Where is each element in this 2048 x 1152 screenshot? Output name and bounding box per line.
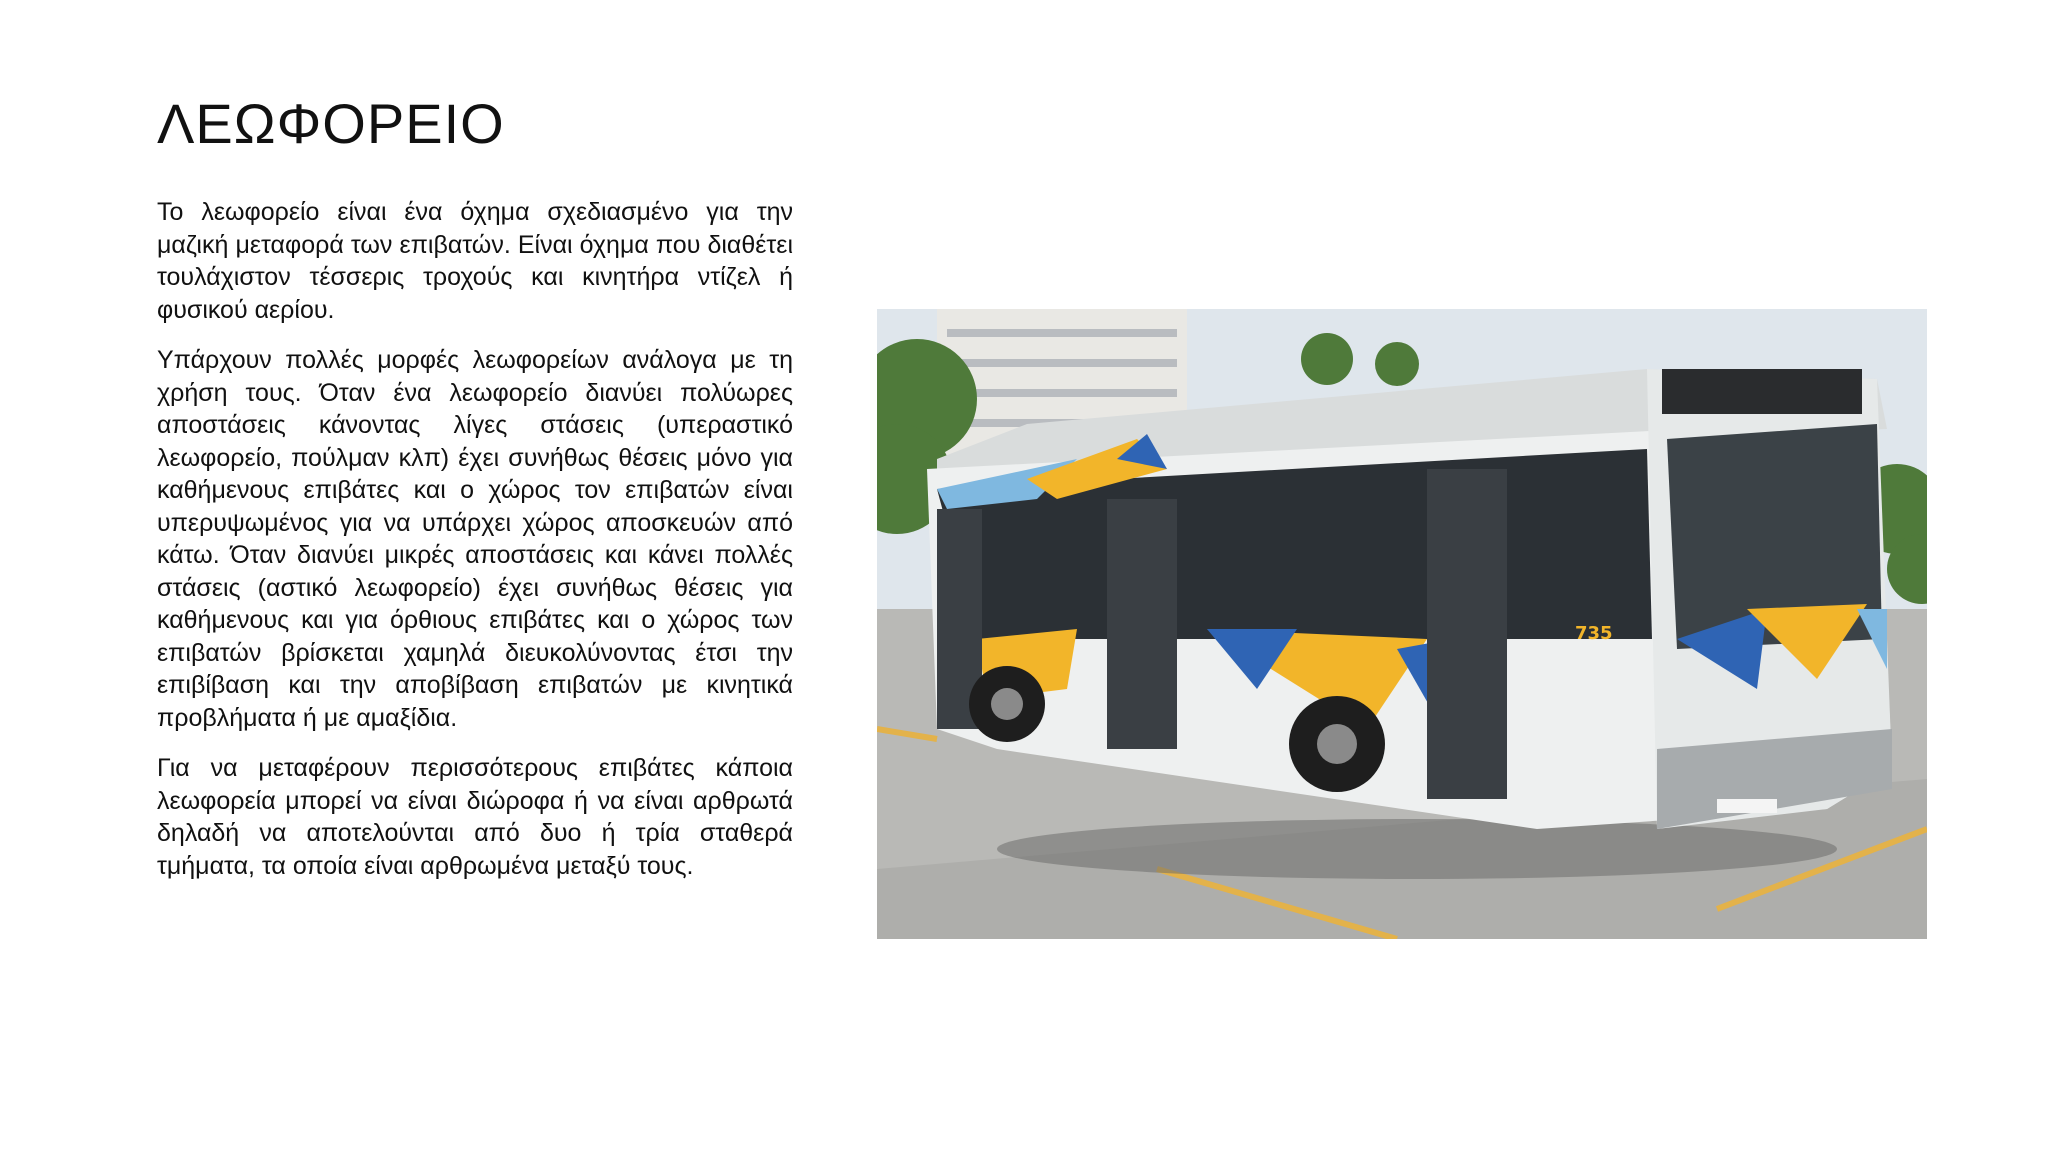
paragraph-1: Το λεωφορείο είναι ένα όχημα σχεδιασμένο για την μαζική μεταφορά των επιβατών. Είναι όχημα που διαθέτει τουλάχιστον τέσσερις τροχούς και κινητήρα ντίζελ ή φυσικού αερίου. — [157, 198, 793, 324]
slide-body — [157, 196, 793, 900]
bus — [927, 369, 1892, 829]
bus-route-number: 735 — [1575, 623, 1613, 644]
bus-destination-sign — [1662, 369, 1862, 414]
paragraph-2: Υπάρχουν πολλές μορφές λεωφορείων ανάλογα με τη χρήση τους. Όταν ένα λεωφορείο διανύει πολύωρες αποστάσεις κάνοντας λίγες στάσεις (υπεραστικό λεωφορείο, πούλμαν κλπ) έχει συνήθως θέσεις μόνο για καθήμενους επιβάτες και ο χώρος τον επιβατών είναι υπερυψωμένος για να υπάρχει χώρος αποσκευών από κάτω. Όταν διανύει μικρές αποστάσεις και κάνει πολλές στάσεις (αστικό λεωφορείο) έχει συνήθως θέσεις για καθήμενους και για όρθιους επιβάτες και ο χώρος των επιβατών βρίσκεται χαμηλά διευκολύνοντας έτσι την επιβίβαση και την αποβίβαση επιβατών με κινητικά προβλήματα ή με αμαξίδια. — [157, 346, 793, 732]
slide-title: ΛΕΩΦΟΡΕΙΟ — [157, 92, 505, 155]
bus-photo — [877, 309, 1927, 939]
paragraph-3: Για να μεταφέρουν περισσότερους επιβάτες κάποια λεωφορεία μπορεί να είναι διώροφα ή να είναι αρθρωτά δηλαδή να αποτελούνται από δυο ή τρία σταθερά τμήματα, τα οποία είναι αρθρωμένα μεταξύ τους. — [157, 754, 793, 880]
